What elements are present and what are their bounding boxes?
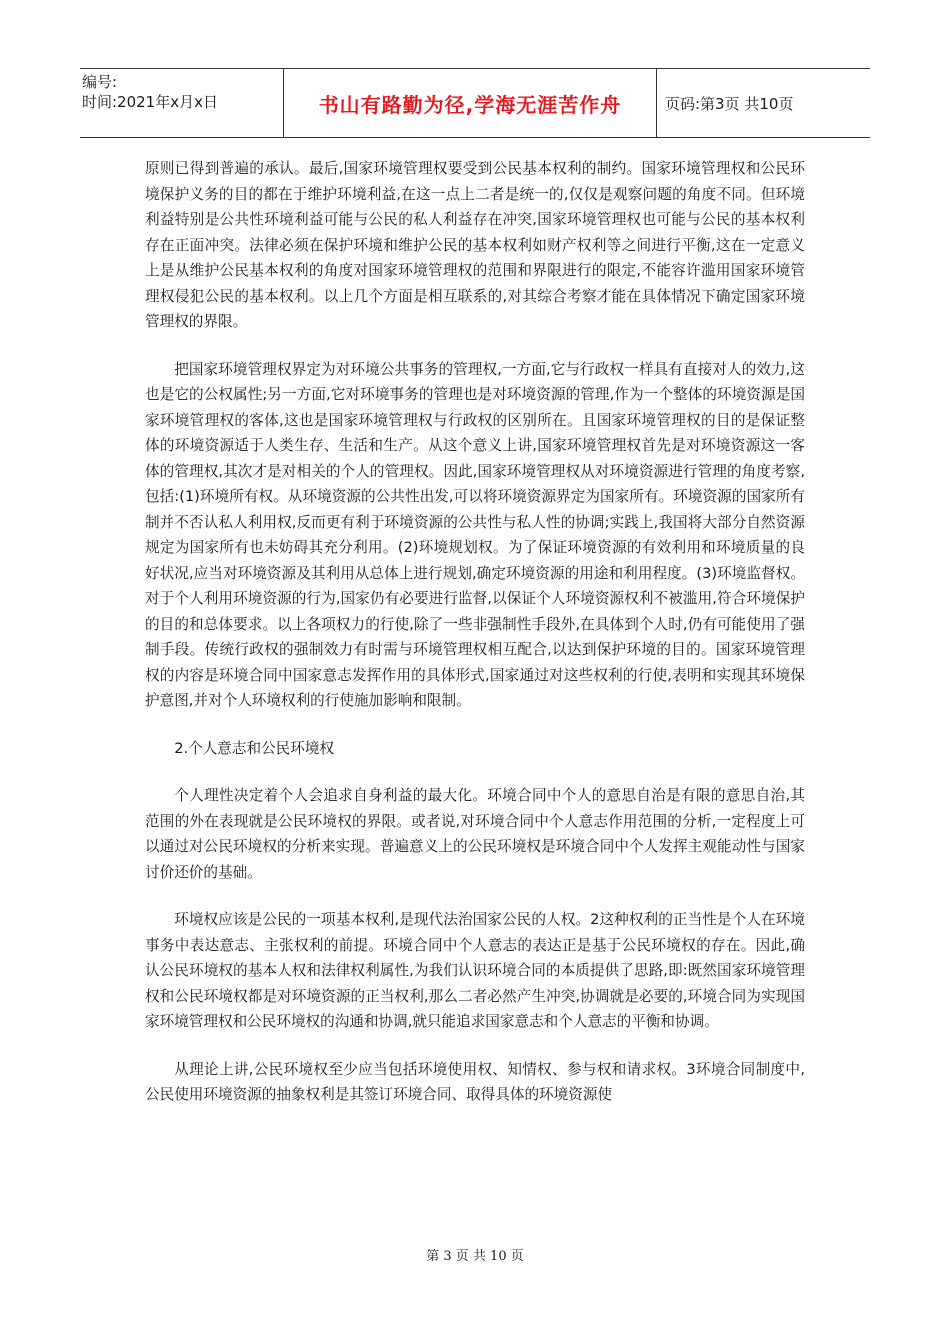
section-heading: 2.个人意志和公民环境权 <box>174 739 335 757</box>
paragraph-theory: 从理论上讲,公民环境权至少应当包括环境使用权、知情权、参与权和请求权。3环境合同制度中,公民使用环境资源的抽象权利是其签订环境合同、取得具体的环境资源使 <box>145 1060 805 1103</box>
page-footer: 第 3 页 共 10 页 <box>426 1249 524 1264</box>
header-meta <box>80 69 283 137</box>
document-time-label: 时间:2021年x月x日 <box>82 93 218 111</box>
header-motto: 书山有路勤为径,学海无涯苦作舟 <box>283 69 657 137</box>
paragraph-individual-rationality: 个人理性决定着个人会追求自身利益的最大化。环境合同中个人的意思自治是有限的意思自治,其范围的外在表现就是公民环境权的界限。或者说,对环境合同中个人意志作用范围的分析,一定程度上可以通过对公民环境权的分析来实现。普遍意义上的公民环境权是环境合同中个人发挥主观能动性与国家讨价还价的基础。 <box>145 787 805 881</box>
document-number-label: 编号: <box>82 73 118 91</box>
document-body <box>145 156 805 1130</box>
paragraph-environmental-right: 环境权应该是公民的一项基本权利,是现代法治国家公民的人权。2这种权利的正当性是个人在环境事务中表达意志、主张权利的前提。环境合同中个人意志的表达正是基于公民环境权的存在。因此,确认公民环境权的基本人权和法律权利属性,为我们认识环境合同的本质提供了思路,即:既然国家环境管理权和公民环境权都是对环境资源的正当权利,那么二者必然产生冲突,协调就是必要的,环境合同为实现国家环境管理权和公民环境权的沟通和协调,就只能追求国家意志和个人意志的平衡和协调。 <box>145 911 805 1030</box>
header-page-number: 页码:第3页 共10页 <box>665 94 794 113</box>
page-header <box>80 68 870 138</box>
paragraph-continuation: 原则已得到普遍的承认。最后,国家环境管理权要受到公民基本权利的制约。国家环境管理权和公民环境保护义务的目的都在于维护环境利益,在这一点上二者是统一的,仅仅是观察问题的角度不同。但环境利益特别是公共性环境利益可能与公民的私人利益存在冲突,国家环境管理权也可能与公民的基本权利存在正面冲突。法律必须在保护环境和维护公民的基本权利如财产权利等之间进行平衡,这在一定意义上是从维护公民基本权利的角度对国家环境管理权的范围和界限进行的限定,不能容许滥用国家环境管理权侵犯公民的基本权利。以上几个方面是相互联系的,对其综合考察才能在具体情况下确定国家环境管理权的界限。 <box>145 160 805 330</box>
paragraph-management-rights: 把国家环境管理权界定为对环境公共事务的管理权,一方面,它与行政权一样具有直接对人的效力,这也是它的公权属性;另一方面,它对环境事务的管理也是对环境资源的管理,作为一个整体的环境资源是国家环境管理权的客体,这也是国家环境管理权与行政权的区别所在。且国家环境管理权的目的是保证整体的环境资源适于人类生存、生活和生产。从这个意义上讲,国家环境管理权首先是对环境资源这一客体的管理权,其次才是对相关的个人的管理权。因此,国家环境管理权从对环境资源进行管理的角度考察,包括:(1)环境所有权。从环境资源的公共性出发,可以将环境资源界定为国家所有。环境资源的国家所有制并不否认私人利用权,反而更有利于环境资源的公共性与私人性的协调;实践上,我国将大部分自然资源规定为国家所有也未妨碍其充分利用。(2)环境规划权。为了保证环境资源的有效利用和环境质量的良好状况,应当对环境资源及其利用从总体上进行规划,确定环境资源的用途和利用程度。(3)环境监督权。对于个人利用环境资源的行为,国家仍有必要进行监督,以保证个人环境资源权利不被滥用,符合环境保护的目的和总体要求。以上各项权力的行使,除了一些非强制性手段外,在具体到个人时,仍有可能使用了强制手段。传统行政权的强制效力有时需与环境管理权相互配合,以达到保护环境的目的。国家环境管理权的内容是环境合同中国家意志发挥作用的具体形式,国家通过对这些权利的行使,表明和实现其环境保护意图,并对个人环境权利的行使施加影响和限制。 <box>145 360 805 709</box>
